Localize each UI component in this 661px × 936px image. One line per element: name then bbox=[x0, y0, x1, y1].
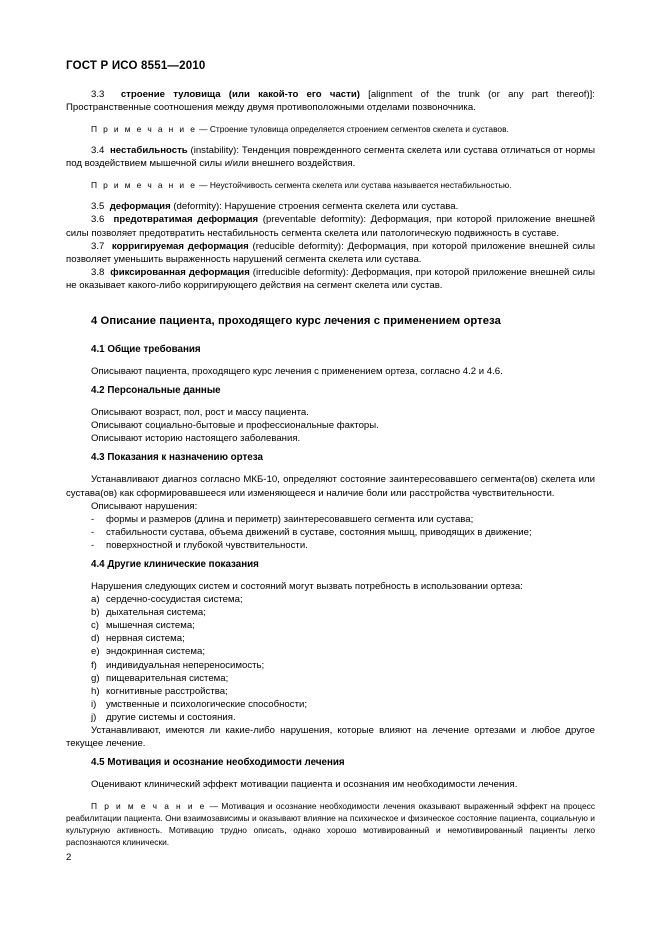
term-title: нестабильность bbox=[110, 145, 188, 157]
list-marker: - bbox=[91, 539, 95, 551]
term-number: 3.7 bbox=[91, 240, 105, 252]
term-number: 3.6 bbox=[91, 214, 105, 226]
term-entry-3-4 bbox=[66, 144, 595, 170]
term-number: 3.5 bbox=[91, 201, 105, 213]
list-item bbox=[66, 685, 595, 698]
subsection-heading-4-4: 4.4 Другие клинические показания bbox=[91, 558, 259, 570]
subsection-4-2-line-2: Описывают социально-бытовые и профессиональные факторы. bbox=[91, 420, 379, 432]
list-item-text: когнитивные расстройства; bbox=[106, 685, 228, 697]
term-entry-3-6 bbox=[66, 213, 595, 239]
list-item bbox=[66, 711, 595, 724]
list-marker: j) bbox=[91, 711, 97, 723]
list-marker: d) bbox=[91, 633, 100, 645]
list-marker: e) bbox=[91, 646, 100, 658]
list-item-text: формы и размеров (длина и периметр) заинтересовавшего сегмента или сустава; bbox=[106, 513, 474, 525]
note-label: П р и м е ч а н и е bbox=[91, 124, 197, 135]
subsection-4-3-paragraph-2: Описывают нарушения: bbox=[91, 500, 198, 512]
list-marker: - bbox=[91, 513, 95, 525]
subsection-heading-4-1: 4.1 Общие требования bbox=[91, 344, 201, 356]
subsection-4-2-line-3: Описывают историю настоящего заболевания. bbox=[91, 433, 301, 445]
term-definition: Тенденция поврежденного сегмента скелета или сустава отличаться от нормы под воздействием мышечной силы и/или внешнего воздействия. bbox=[66, 145, 595, 170]
note-text: Неустойчивость сегмента скелета или сустава называется нестабильностью. bbox=[209, 180, 512, 191]
list-item bbox=[66, 593, 595, 606]
list-marker: b) bbox=[91, 607, 100, 619]
term-number: 3.3 bbox=[91, 89, 105, 100]
list-item-text: эндокринная система; bbox=[106, 646, 205, 658]
note-text: Строение туловища определяется строением сегментов скелета и суставов. bbox=[209, 124, 509, 135]
list-item-text: другие системы и состояния. bbox=[106, 711, 236, 723]
list-item bbox=[66, 513, 595, 526]
page-number: 2 bbox=[66, 852, 72, 863]
subsection-4-1-text: Описывают пациента, проходящего курс лечения с применением ортеза, согласно 4.2 и 4.6. bbox=[91, 366, 503, 378]
term-definition: Деформация, при которой приложение внешней силы позволяет уменьшить выраженность нарушений сегмента скелета или сустава. bbox=[66, 240, 596, 265]
term-title: деформация bbox=[109, 201, 171, 213]
list-item-text: умственные и психологические способности; bbox=[106, 698, 307, 710]
term-english: (deformity): bbox=[173, 201, 222, 213]
list-marker: f) bbox=[91, 659, 97, 671]
subsection-4-3-list bbox=[66, 513, 595, 552]
list-marker: h) bbox=[91, 685, 100, 697]
term-title: предотвратимая деформация bbox=[113, 214, 259, 226]
term-english: (preventable deformity): bbox=[262, 214, 366, 226]
list-item bbox=[66, 645, 595, 658]
subsection-4-4-paragraph-2: Устанавливают, имеются ли какие-либо нарушения, которые влияют на лечение ортезами и любое другое текущее лечение. bbox=[66, 725, 595, 750]
term-title: фиксированная деформация bbox=[110, 266, 250, 278]
term-title: корригируемая деформация bbox=[111, 240, 249, 252]
term-number: 3.8 bbox=[91, 266, 105, 278]
list-item bbox=[66, 619, 595, 632]
list-item bbox=[66, 698, 595, 711]
list-item-text: сердечно-сосудистая система; bbox=[106, 594, 243, 606]
term-entry-3-5 bbox=[66, 200, 595, 213]
subsection-4-3-paragraph-1: Устанавливают диагноз согласно МКБ-10, определяют состояние заинтересовавшего сегмента(ов) скелета или сустава(ов) как сформировавшееся или изменяющееся и наличие боли или расстройства чувствительности. bbox=[66, 474, 595, 499]
note-4-5 bbox=[66, 800, 595, 848]
term-definition: Деформация, при которой приложение внешней силы позволяет предотвратить нестабильность сегмента скелета или патологическую подвижность в суставе. bbox=[66, 214, 596, 239]
subsection-4-4-paragraph-1: Нарушения следующих систем и состояний могут вызвать потребность в использовании ортеза: bbox=[91, 580, 523, 592]
term-english: [alignment of the trunk (or any part thereof)]: bbox=[368, 89, 595, 100]
list-marker: g) bbox=[91, 672, 100, 684]
term-entry-3-3 bbox=[66, 88, 595, 114]
list-item bbox=[66, 632, 595, 645]
subsection-heading-4-3: 4.3 Показания к назначению ортеза bbox=[91, 452, 263, 464]
list-marker: i) bbox=[91, 698, 97, 710]
note-3-4 bbox=[66, 179, 595, 191]
term-definition: Деформация, при которой приложение внешней силы не оказывает какого-либо корригирующего действия на сегмент скелета или сустав. bbox=[66, 266, 596, 291]
list-marker: - bbox=[91, 526, 95, 538]
list-item bbox=[66, 539, 595, 552]
term-entry-3-7 bbox=[66, 240, 595, 266]
page-header: ГОСТ Р ИСО 8551—2010 bbox=[66, 60, 206, 72]
term-english: (instability): bbox=[190, 145, 240, 157]
note-label: П р и м е ч а н и е bbox=[91, 180, 197, 191]
list-marker: a) bbox=[91, 594, 100, 606]
note-dash: — bbox=[206, 801, 222, 812]
note-text: Мотивация и осознание необходимости лечения оказывают выраженный эффект на процесс реабилитации пациента. Они взаимозависимы и оказывают влияние на психическое и физическое состояние пациента, социальную и культурную активность. Мотивацию трудно описать, однако хорошо мотивированный и немотивированный пациенты легко распознаются клинически. bbox=[66, 801, 596, 848]
subsection-heading-4-2: 4.2 Персональные данные bbox=[91, 385, 221, 397]
note-dash: — bbox=[196, 124, 210, 135]
list-item-text: нервная система; bbox=[106, 633, 185, 645]
list-item bbox=[66, 672, 595, 685]
section-heading-4: 4 Описание пациента, проходящего курс лечения с применением ортеза bbox=[91, 315, 501, 328]
list-item bbox=[66, 659, 595, 672]
list-item-text: индивидуальная непереносимость; bbox=[106, 659, 265, 671]
subsection-4-4-list bbox=[66, 593, 595, 724]
list-item-text: поверхностной и глубокой чувствительности. bbox=[106, 539, 308, 551]
list-marker: c) bbox=[91, 620, 99, 632]
subsection-4-2-line-1: Описывают возраст, пол, рост и массу пациента. bbox=[91, 407, 309, 419]
list-item-text: дыхательная система; bbox=[106, 607, 206, 619]
term-title: строение туловища (или какой-то его части) bbox=[120, 89, 360, 100]
list-item-text: стабильности сустава, объема движений в суставе, состояния мышц, приводящих в движение; bbox=[106, 526, 532, 538]
term-definition: Нарушение строения сегмента скелета или сустава. bbox=[224, 201, 459, 213]
term-entry-3-8 bbox=[66, 266, 595, 292]
list-item-text: пищеварительная система; bbox=[106, 672, 229, 684]
subsection-heading-4-5: 4.5 Мотивация и осознание необходимости лечения bbox=[91, 757, 345, 769]
list-item-text: мышечная система; bbox=[106, 620, 195, 632]
term-english: (irreducible deformity): bbox=[252, 266, 349, 278]
list-item bbox=[66, 526, 595, 539]
list-item bbox=[66, 606, 595, 619]
term-number: 3.4 bbox=[91, 145, 105, 157]
note-3-3 bbox=[66, 123, 595, 135]
note-label: П р и м е ч а н и е bbox=[91, 801, 207, 812]
term-english: (reducible deformity): bbox=[252, 240, 344, 252]
term-definition: Пространственные соотношения между двумя противоположными отделами позвоночника. bbox=[66, 102, 476, 114]
note-dash: — bbox=[196, 180, 210, 191]
subsection-4-5-paragraph-1: Оценивают клинический эффект мотивации пациента и осознания им необходимости лечения. bbox=[91, 779, 518, 791]
document-body bbox=[66, 88, 595, 848]
